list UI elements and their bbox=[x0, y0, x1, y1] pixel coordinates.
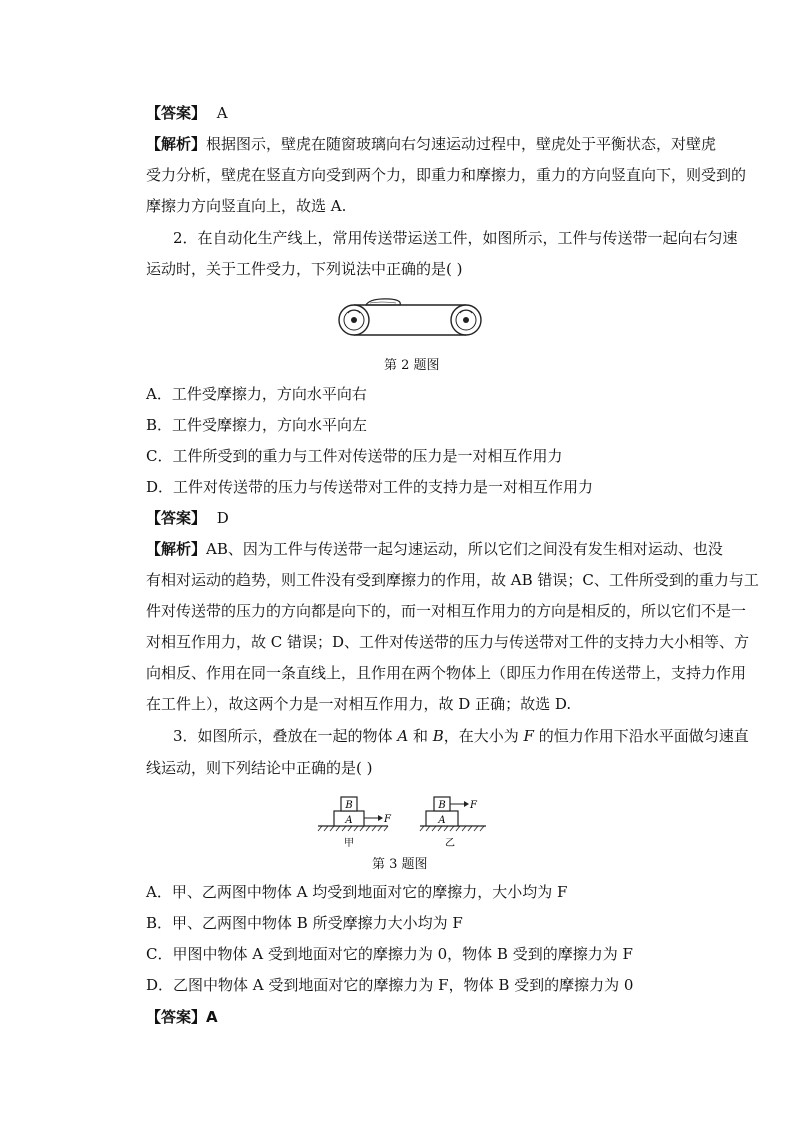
svg-text:A: A bbox=[438, 815, 446, 826]
option-2-b: B．工件受摩擦力，方向水平向左 bbox=[146, 416, 368, 434]
explanation-label: 【解析】 bbox=[146, 540, 207, 558]
svg-text:F: F bbox=[384, 814, 391, 825]
svg-text:F: F bbox=[470, 800, 477, 811]
conveyor-belt-figure bbox=[330, 293, 490, 341]
question-2-line-1: 2．在自动化生产线上，常用传送带运送工件，如图所示，工件与传送带一起向右匀速 bbox=[173, 229, 738, 247]
answer-label: 【答案】 bbox=[146, 509, 207, 527]
explanation-2-line-1: 【解析】AB、因为工件与传送带一起匀速运动，所以它们之间没有发生相对运动、也没 bbox=[146, 540, 723, 558]
question-3-line-2: 线运动，则下列结论中正确的是( ) bbox=[146, 759, 373, 777]
explanation-2-line-4: 对相互作用力，故 C 错误；D、工件对传送带的压力与传送带对工件的支持力大小相等、方 bbox=[146, 633, 750, 651]
explanation-1-line-3: 摩擦力方向竖直向上，故选 A. bbox=[146, 197, 347, 215]
answer-value: D bbox=[216, 509, 229, 527]
question-2-line-2: 运动时，关于工件受力，下列说法中正确的是( ) bbox=[146, 260, 463, 278]
svg-text:甲: 甲 bbox=[344, 838, 354, 849]
answer-1 bbox=[146, 103, 228, 123]
figure-3-caption: 第 3 题图 bbox=[372, 857, 428, 872]
option-3-b: B．甲、乙两图中物体 B 所受摩擦力大小均为 F bbox=[146, 914, 463, 932]
figure-yi bbox=[420, 797, 486, 849]
answer-2 bbox=[146, 508, 229, 528]
option-2-d: D．工件对传送带的压力与传送带对工件的支持力是一对相互作用力 bbox=[146, 478, 594, 496]
svg-text:乙: 乙 bbox=[445, 838, 455, 849]
explanation-1-line-1: 【解析】根据图示，壁虎在随窗玻璃向右匀速运动过程中，壁虎处于平衡状态，对壁虎 bbox=[146, 135, 717, 153]
stacked-blocks-figure bbox=[316, 794, 492, 852]
figure-jia bbox=[318, 797, 392, 849]
answer-3 bbox=[146, 1007, 218, 1027]
option-3-a: A．甲、乙两图中物体 A 均受到地面对它的摩擦力，大小均为 F bbox=[146, 883, 568, 901]
answer-value: A bbox=[216, 104, 228, 122]
answer-label: 【答案】 bbox=[146, 1008, 207, 1026]
svg-text:B: B bbox=[345, 800, 353, 811]
explanation-1-line-2: 受力分析，壁虎在竖直方向受到两个力，即重力和摩擦力，重力的方向竖直向下，则受到的 bbox=[146, 166, 747, 184]
explanation-2-line-3: 件对传送带的压力的方向都是向下的，而一对相互作用力的方向是相反的，所以它们不是一 bbox=[146, 602, 747, 620]
explanation-2-line-5: 向相反、作用在同一条直线上，且作用在两个物体上（即压力作用在传送带上，支持力作用 bbox=[146, 664, 747, 682]
answer-label: 【答案】 bbox=[146, 104, 207, 122]
svg-text:B: B bbox=[438, 800, 446, 811]
answer-value: A bbox=[206, 1008, 218, 1026]
option-3-d: D．乙图中物体 A 受到地面对它的摩擦力为 F，物体 B 受到的摩擦力为 0 bbox=[146, 976, 634, 994]
explanation-label: 【解析】 bbox=[146, 135, 207, 153]
option-2-c: C．工件所受到的重力与工件对传送带的压力是一对相互作用力 bbox=[146, 447, 563, 465]
question-3-line-1: 3．如图所示，叠放在一起的物体 A 和 B，在大小为 F 的恒力作用下沿水平面做匀速直 bbox=[173, 727, 749, 745]
explanation-2-line-2: 有相对运动的趋势，则工件没有受到摩擦力的作用，故 AB 错误；C、工件所受到的重力与工 bbox=[146, 571, 759, 589]
figure-2-caption: 第 2 题图 bbox=[384, 358, 440, 373]
explanation-2-line-6: 在工件上），故这两个力是一对相互作用力，故 D 正确；故选 D. bbox=[146, 695, 572, 713]
svg-text:A: A bbox=[345, 815, 353, 826]
option-3-c: C．甲图中物体 A 受到地面对它的摩擦力为 0，物体 B 受到的摩擦力为 F bbox=[146, 945, 633, 963]
option-2-a: A．工件受摩擦力，方向水平向右 bbox=[146, 385, 367, 403]
